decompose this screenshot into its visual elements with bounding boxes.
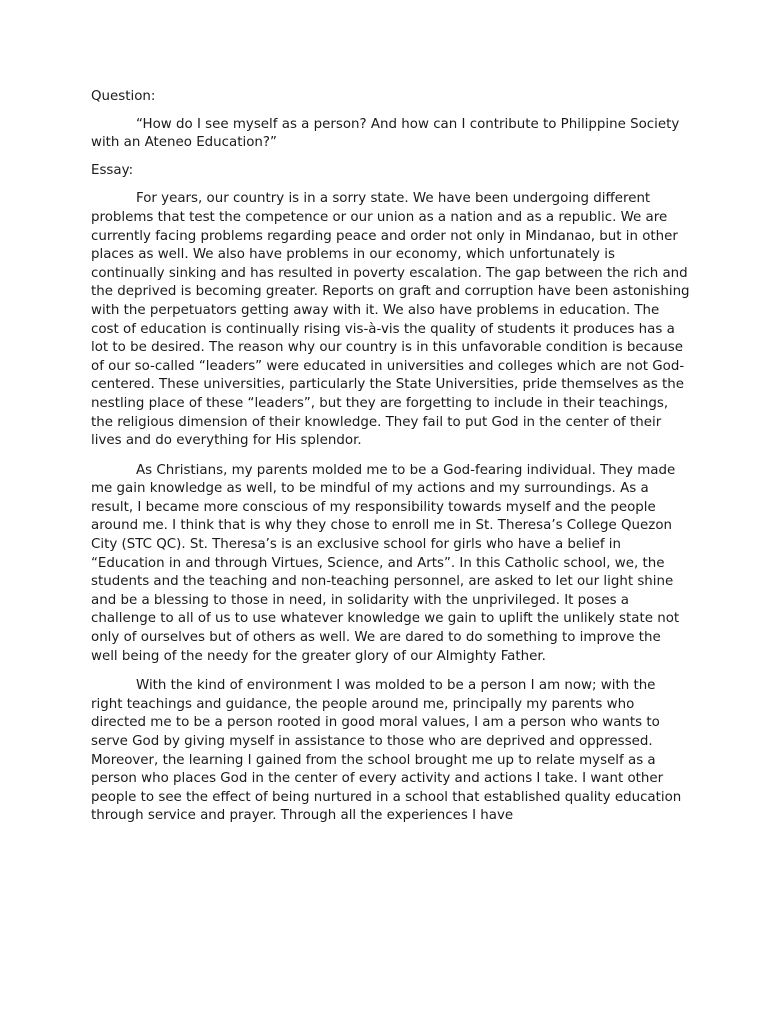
essay-paragraph-1: For years, our country is in a sorry state. We have been undergoing different problems that test the competence or our union as a nation and as a republic. We are currently facing problems regarding peace and order not only in Mindanao, but in other places as well. We also have problems in our economy, which unfortunately is continually sinking and has resulted in poverty escalation. The gap between the rich and the deprived is becoming greater. Reports on graft and corruption have been astonishing with the perpetuators getting away with it. We also have problems in education. The cost of education is continually rising vis-à-vis the quality of students it produces has a lot to be desired. The reason why our country is in this unfavorable condition is because of our so-called “leaders” were educated in universities and colleges which are not God-centered. These universities, particularly the State Universities, pride themselves as the nestling place of these “leaders”, but they are forgetting to include in their teachings, the religious dimension of their knowledge. They fail to put God in the center of their lives and do everything for His splendor. [91,191,690,449]
question-label: Question: [91,89,156,104]
question-text: “How do I see myself as a person? And how can I contribute to Philippine Society with an Ateneo Education?” [91,116,680,151]
document-page [91,88,691,837]
essay-paragraph-3: With the kind of environment I was molded to be a person I am now; with the right teachings and guidance, the people around me, principally my parents who directed me to be a person rooted in good moral values, I am a person who wants to serve God by giving myself in assistance to those who are deprived and oppressed. Moreover, the learning I gained from the school brought me up to relate myself as a person who places God in the center of every activity and actions I take. I want other people to see the effect of being nurtured in a school that established quality education through service and prayer. Through all the experiences I have [91,678,682,824]
essay-label: Essay: [91,162,134,178]
essay-paragraph-2: As Christians, my parents molded me to be a God-fearing individual. They made me gain knowledge as well, to be mindful of my actions and my surroundings. As a result, I became more conscious of my responsibility towards myself and the people around me. I think that is why they chose to enroll me in St. Theresa’s College Quezon City (STC QC). St. Theresa’s is an exclusive school for girls who have a belief in “Education in and through Virtues, Science, and Arts”. In this Catholic school, we, the students and the teaching and non-teaching personnel, are asked to let our light shine and be a blessing to those in need, in solidarity with the unprivileged. It poses a challenge to all of us to use whatever knowledge we gain to uplift the unlikely state not only of ourselves but of others as well. We are dared to do something to improve the well being of the needy for the greater glory of our Almighty Father. [91,462,680,664]
